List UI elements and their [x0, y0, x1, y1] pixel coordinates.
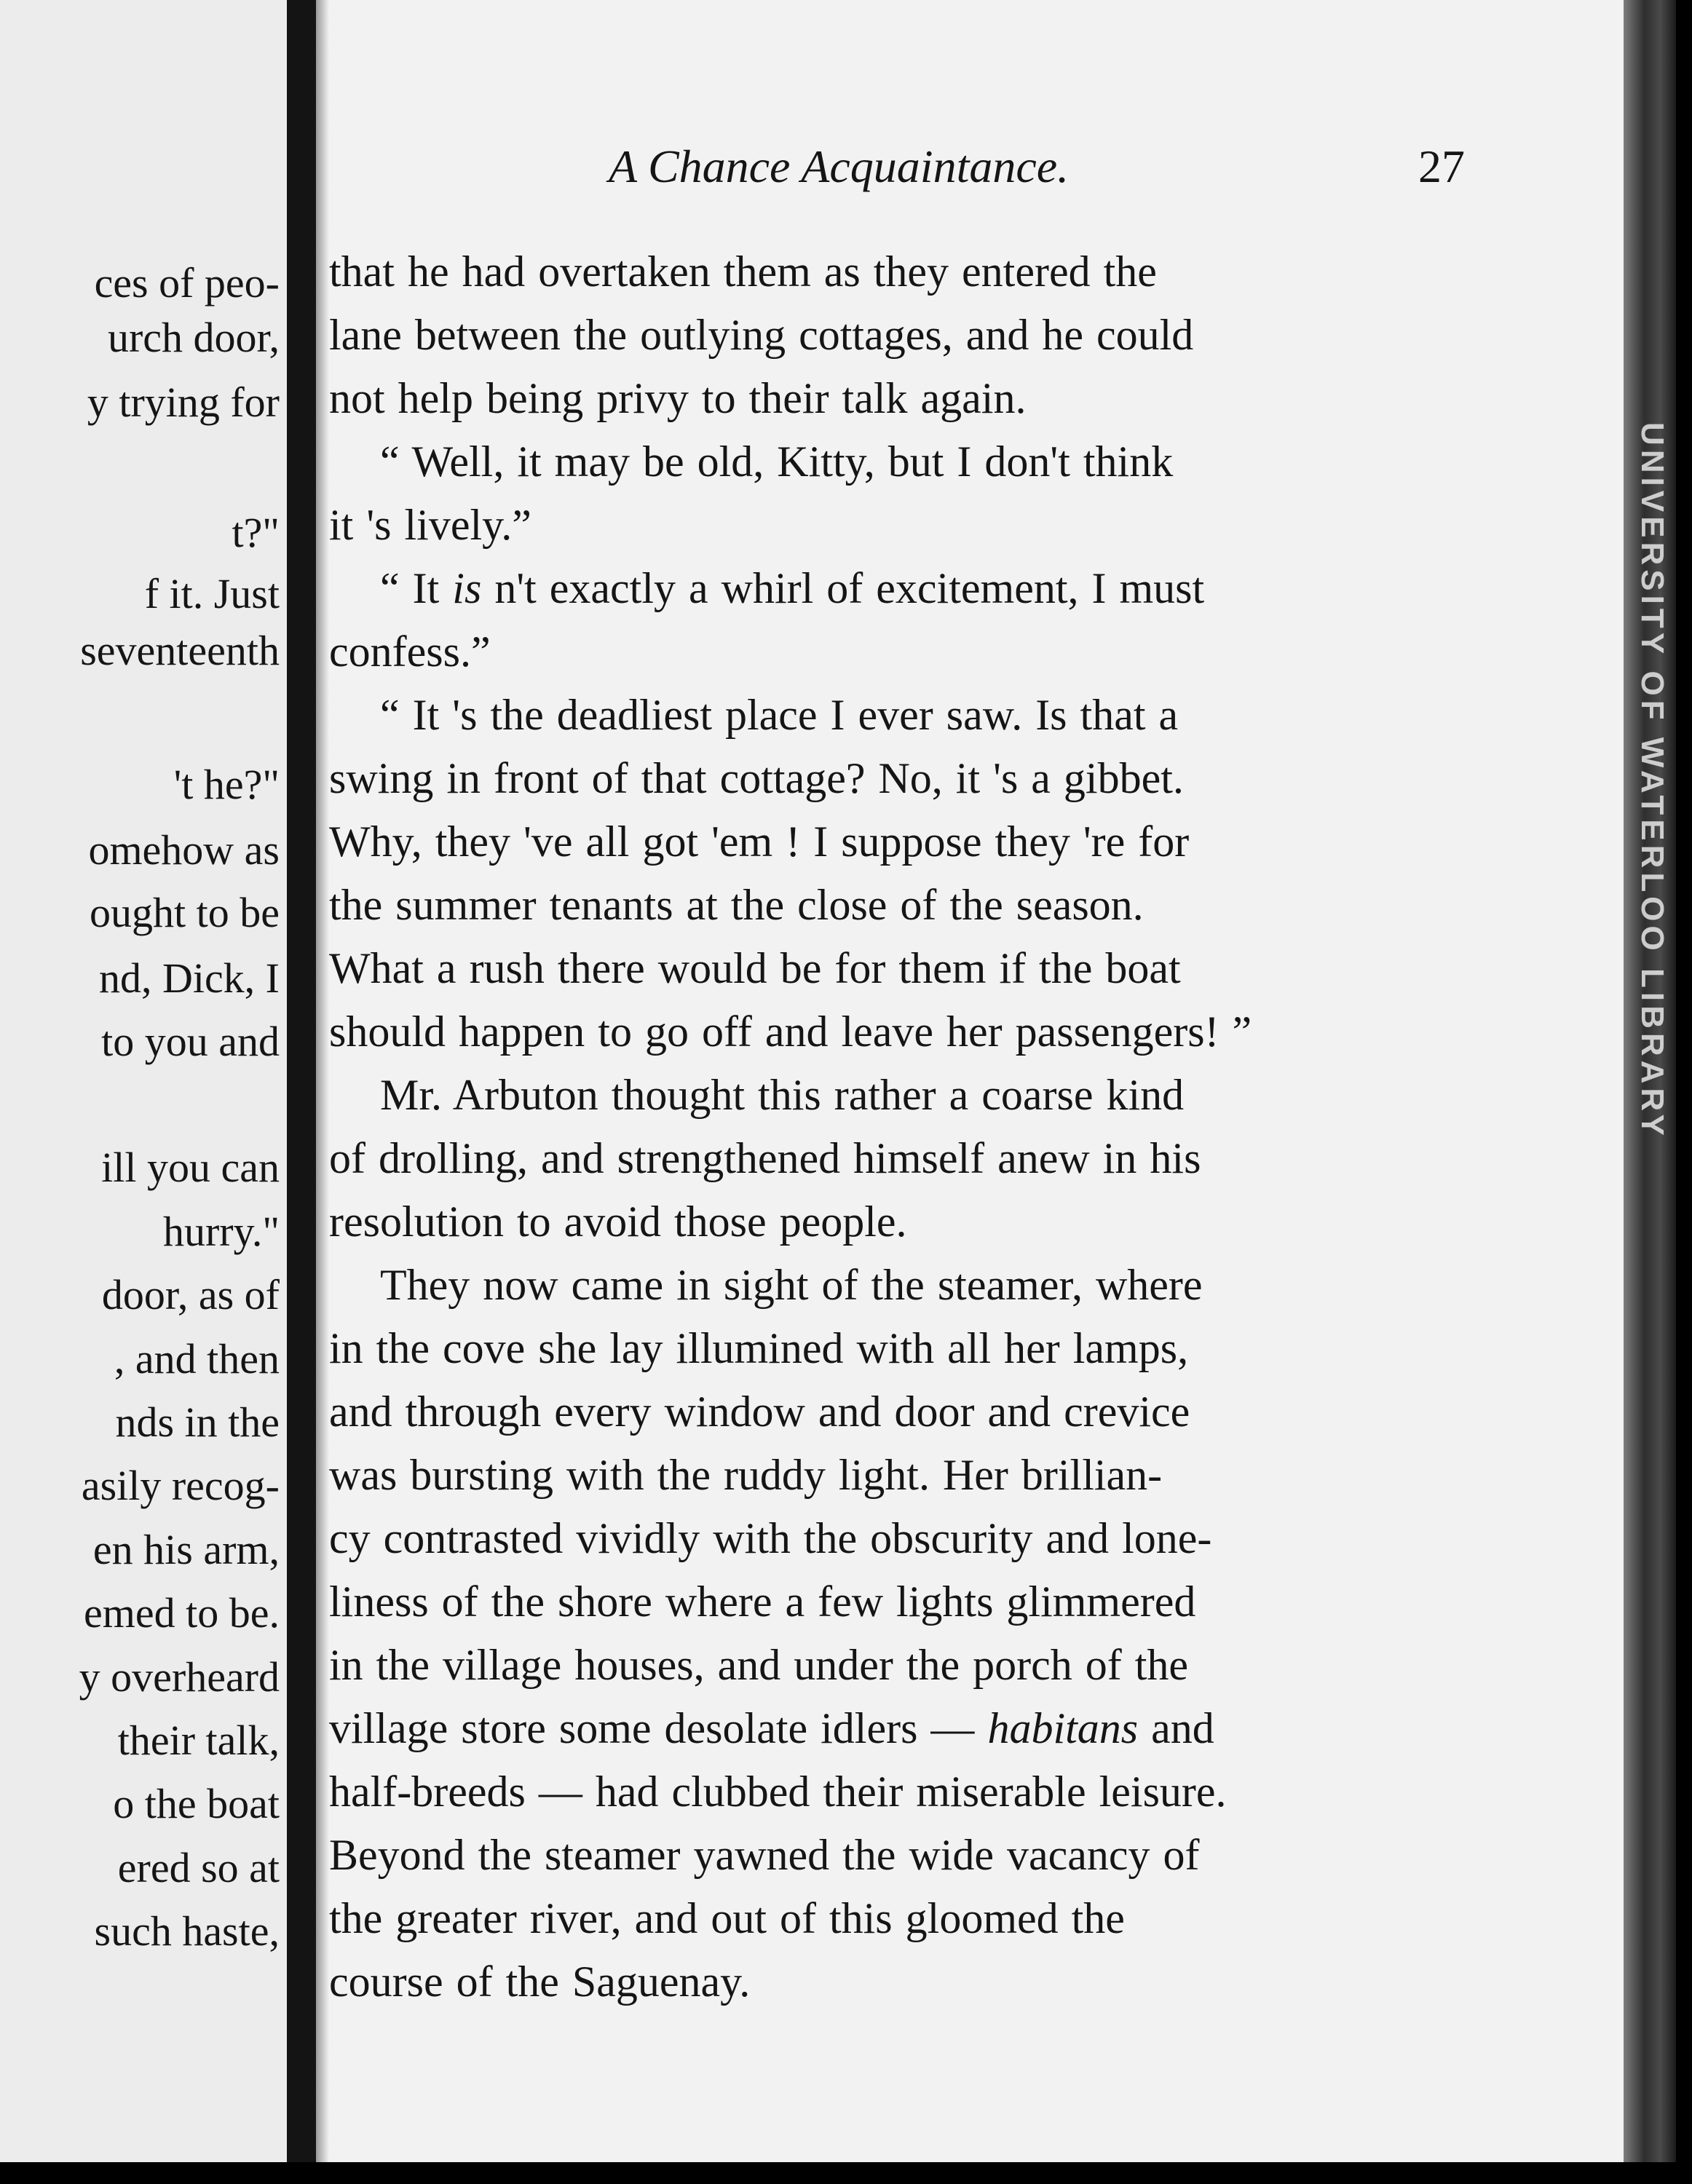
- left-page-line: their talk,: [117, 1717, 280, 1764]
- left-page-line: 't he?": [173, 761, 280, 808]
- left-page-line: asily recog-: [81, 1462, 280, 1509]
- text-line: the greater river, and out of this gloomed the: [329, 1894, 1125, 1942]
- left-page-line: o the boat: [113, 1780, 280, 1827]
- text-line: [380, 557, 1204, 620]
- text-line: of drolling, and strengthened himself anew in his: [329, 1134, 1201, 1182]
- left-page-line: f it. Just: [144, 570, 280, 617]
- text-run: and: [1138, 1704, 1214, 1752]
- left-page-line: urch door,: [107, 314, 280, 361]
- text-line: Why, they 've all got 'em ! I suppose they 're for: [329, 818, 1190, 866]
- text-line: course of the Saguenay.: [329, 1958, 751, 2006]
- book-gutter: [287, 0, 316, 2162]
- text-line: lane between the outlying cottages, and he could: [329, 311, 1194, 359]
- text-line: in the cove she lay illumined with all her lamps,: [329, 1324, 1189, 1372]
- text-line: What a rush there would be for them if the boat: [329, 944, 1181, 992]
- text-line: resolution to avoid those people.: [329, 1198, 907, 1246]
- left-page-line: seventeenth: [80, 627, 280, 674]
- left-page-line: ill you can: [101, 1144, 280, 1191]
- left-page-line: en his arm,: [92, 1526, 280, 1573]
- library-stamp: UNIVERSITY OF WATERLOO LIBRARY: [1634, 422, 1670, 1140]
- left-page-line: emed to be.: [84, 1589, 280, 1637]
- text-line: and through every window and door and crevice: [329, 1388, 1190, 1436]
- text-line: that he had overtaken them as they entered the: [329, 248, 1157, 296]
- text-line: was bursting with the ruddy light. Her brillian-: [329, 1451, 1163, 1499]
- text-line: [329, 1697, 1214, 1760]
- text-line: They now came in sight of the steamer, where: [380, 1261, 1203, 1309]
- left-page-line: , and then: [114, 1335, 280, 1382]
- text-line: should happen to go off and leave her passengers! ”: [329, 1008, 1252, 1056]
- left-page-line: such haste,: [94, 1907, 280, 1955]
- text-line: the summer tenants at the close of the season.: [329, 881, 1144, 929]
- page-number: 27: [1418, 141, 1465, 192]
- left-page-line: ered so at: [117, 1844, 280, 1891]
- left-page-line: omehow as: [88, 826, 280, 874]
- facing-page-fragment: [0, 0, 287, 2162]
- text-line: not help being privy to their talk again.: [329, 374, 1027, 422]
- text-line: Mr. Arbuton thought this rather a coarse kind: [380, 1071, 1185, 1119]
- left-page-line: nds in the: [115, 1398, 280, 1446]
- left-page-line: hurry.": [162, 1208, 280, 1255]
- text-line: half-breeds — had clubbed their miserable leisure.: [329, 1768, 1227, 1816]
- text-line: swing in front of that cottage? No, it 's a gibbet.: [329, 754, 1184, 802]
- left-page-line: y overheard: [79, 1653, 280, 1701]
- running-head-title: A Chance Acquaintance.: [609, 141, 1070, 192]
- text-line: Beyond the steamer yawned the wide vacancy of: [329, 1831, 1200, 1879]
- left-page-line: t?": [232, 509, 280, 556]
- left-page-line: ces of peo-: [94, 259, 280, 306]
- text-line: cy contrasted vividly with the obscurity and lone-: [329, 1514, 1212, 1562]
- running-head: [609, 132, 1465, 202]
- left-page-line: y trying for: [87, 379, 280, 426]
- left-page-line: ought to be: [90, 889, 280, 936]
- italic-emphasis: habitans: [987, 1704, 1139, 1752]
- italic-emphasis: is: [452, 564, 482, 612]
- text-run: “ It: [380, 564, 453, 612]
- left-page-line: door, as of: [101, 1271, 280, 1318]
- text-run: n't exactly a whirl of excitement, I must: [481, 564, 1205, 612]
- text-line: confess.”: [329, 628, 491, 676]
- text-line: “ It 's the deadliest place I ever saw. Is that a: [380, 691, 1179, 739]
- book-page: [329, 0, 1624, 2162]
- left-page-line: to you and: [101, 1018, 280, 1065]
- text-run: village store some desolate idlers —: [329, 1704, 988, 1752]
- text-line: in the village houses, and under the porch of the: [329, 1641, 1189, 1689]
- gutter-shadow: [316, 0, 329, 2162]
- text-line: it 's lively.”: [329, 501, 531, 549]
- text-line: “ Well, it may be old, Kitty, but I don't think: [380, 438, 1174, 486]
- text-line: liness of the shore where a few lights glimmered: [329, 1578, 1196, 1626]
- scan-border: [0, 2162, 1692, 2184]
- left-page-line: nd, Dick, I: [98, 954, 280, 1002]
